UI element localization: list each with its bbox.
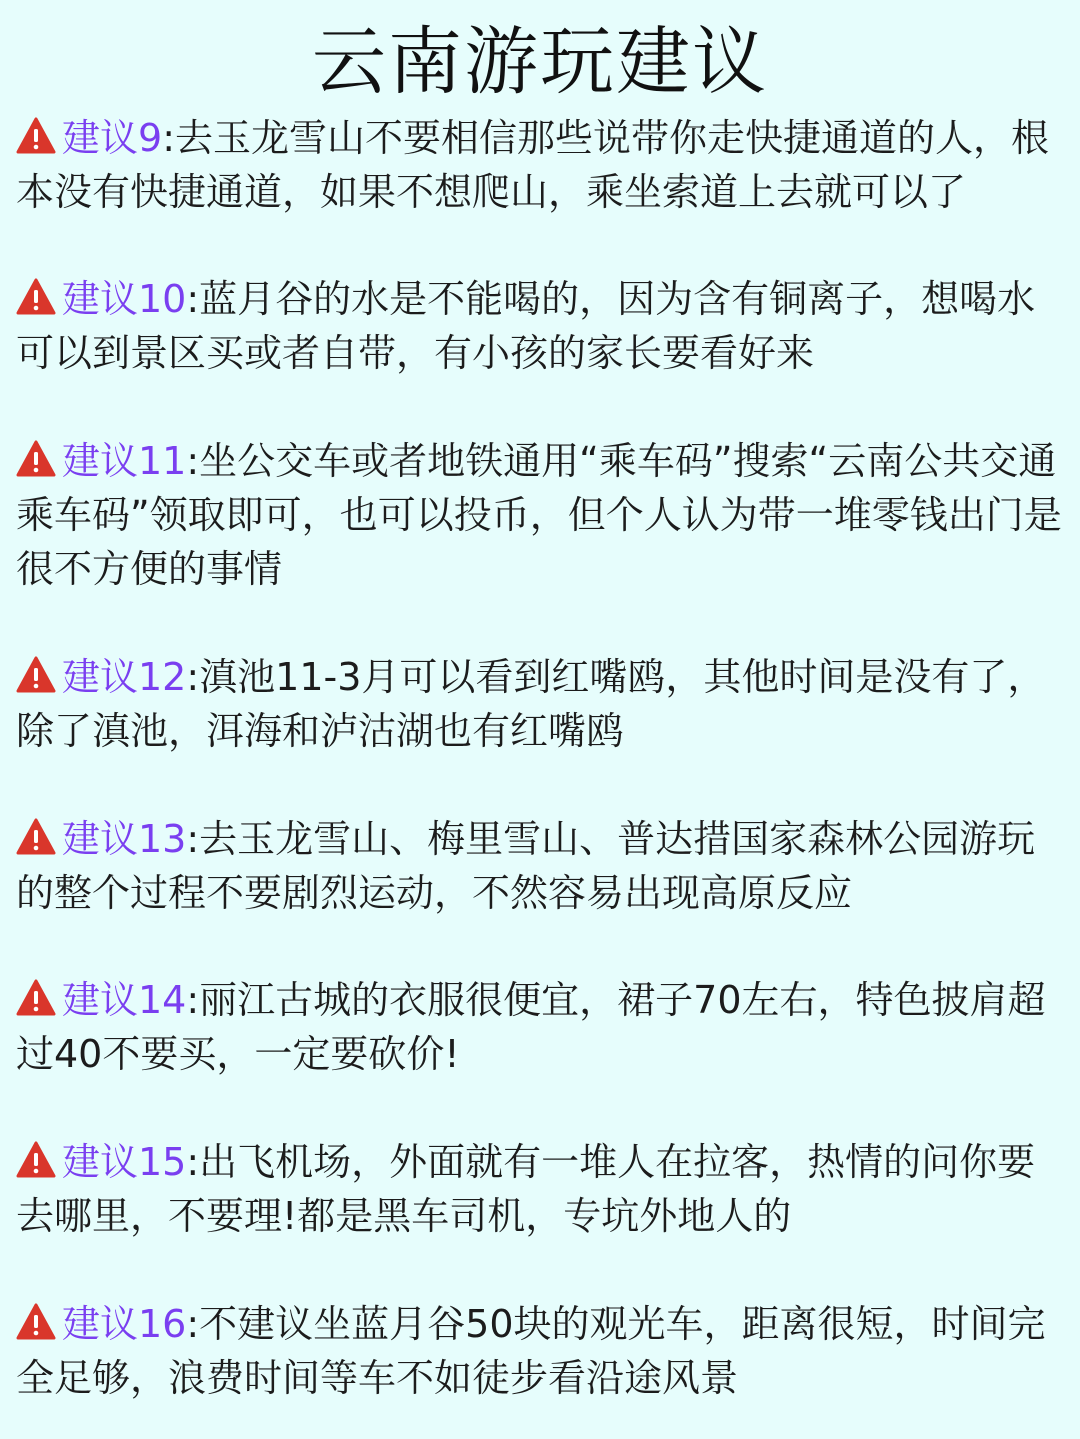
tip-item: 建议10:蓝月谷的水是不能喝的，因为含有铜离子，想喝水可以到景区买或者自带，有小孩的家长要看好来 <box>16 277 1036 375</box>
tip-text: 出飞机场，外面就有一堆人在拉客，热情的问你要去哪里，不要理!都是黑车司机，专坑外地人的 <box>16 1140 1036 1238</box>
tip-item: 建议15:出飞机场，外面就有一堆人在拉客，热情的问你要去哪里，不要理!都是黑车司机，专坑外地人的 <box>16 1140 1036 1238</box>
tip-item: 建议16:不建议坐蓝月谷50块的观光车，距离很短，时间完全足够，浪费时间等车不如徒步看沿途风景 <box>16 1302 1046 1400</box>
tip-text: 不建议坐蓝月谷50块的观光车，距离很短，时间完全足够，浪费时间等车不如徒步看沿途风景 <box>16 1302 1046 1400</box>
tip-label: 建议16 <box>62 1302 187 1346</box>
tip-label: 建议10 <box>62 277 187 321</box>
tip-item: 建议14:丽江古城的衣服很便宜，裙子70左右，特色披肩超过40不要买，一定要砍价! <box>16 978 1046 1076</box>
tip-text: 蓝月谷的水是不能喝的，因为含有铜离子，想喝水可以到景区买或者自带，有小孩的家长要看好来 <box>16 277 1036 375</box>
warning-triangle-icon <box>16 1141 56 1179</box>
tip-label: 建议14 <box>62 978 187 1022</box>
tip-label: 建议11 <box>62 439 187 483</box>
warning-triangle-icon <box>16 818 56 856</box>
warning-triangle-icon <box>16 440 56 478</box>
tip-text: 去玉龙雪山、梅里雪山、普达措国家森林公园游玩的整个过程不要剧烈运动，不然容易出现高原反应 <box>16 817 1036 915</box>
tip-item: 建议12:滇池11-3月可以看到红嘴鸥，其他时间是没有了，除了滇池，洱海和泸沽湖也有红嘴鸥 <box>16 655 1046 753</box>
tip-item: 建议13:去玉龙雪山、梅里雪山、普达措国家森林公园游玩的整个过程不要剧烈运动，不然容易出现高原反应 <box>16 817 1036 915</box>
page-title: 云南游玩建议 <box>312 19 768 105</box>
warning-triangle-icon <box>16 278 56 316</box>
tip-item: 建议11:坐公交车或者地铁通用“乘车码”搜索“云南公共交通乘车码”领取即可，也可以投币，但个人认为带一堆零钱出门是很不方便的事情 <box>16 439 1062 591</box>
tip-label: 建议12 <box>62 655 187 699</box>
warning-triangle-icon <box>16 117 56 155</box>
tip-text: 丽江古城的衣服很便宜，裙子70左右，特色披肩超过40不要买，一定要砍价! <box>16 978 1046 1076</box>
tip-item: 建议9:去玉龙雪山不要相信那些说带你走快捷通道的人，根本没有快捷通道，如果不想爬山，乘坐索道上去就可以了 <box>16 116 1050 214</box>
tip-text: 坐公交车或者地铁通用“乘车码”搜索“云南公共交通乘车码”领取即可，也可以投币，但个人认为带一堆零钱出门是很不方便的事情 <box>16 439 1062 591</box>
tip-label: 建议15 <box>62 1140 187 1184</box>
tip-text: 滇池11-3月可以看到红嘴鸥，其他时间是没有了，除了滇池，洱海和泸沽湖也有红嘴鸥 <box>16 655 1046 753</box>
tip-text: 去玉龙雪山不要相信那些说带你走快捷通道的人，根本没有快捷通道，如果不想爬山，乘坐索道上去就可以了 <box>16 116 1050 214</box>
warning-triangle-icon <box>16 656 56 694</box>
tip-label: 建议13 <box>62 817 187 861</box>
warning-triangle-icon <box>16 1303 56 1341</box>
tip-label: 建议9 <box>62 116 163 160</box>
warning-triangle-icon <box>16 979 56 1017</box>
